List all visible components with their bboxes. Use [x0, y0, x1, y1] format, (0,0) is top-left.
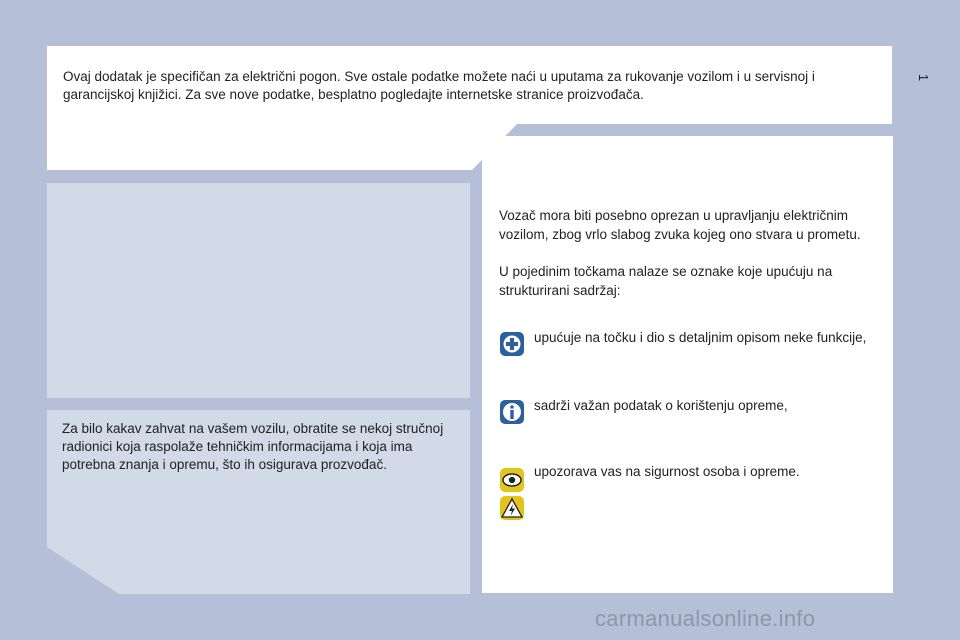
eye-icon — [500, 468, 524, 492]
warning-paragraph: Vozač mora biti posebno oprezan u upravljanju električnim vozilom, zbog vrlo slabog zvuka kojeg ono stvara u prometu. — [499, 208, 861, 242]
markers-paragraph: U pojedinim točkama nalaze se oznake koje upućuju na strukturirani sadržaj: — [499, 264, 833, 298]
empty-left-box — [47, 183, 470, 398]
legend-eye-text: upozorava vas na sigurnost osoba i opreme. — [534, 464, 800, 479]
watermark: carmanualsonline.info — [595, 606, 816, 631]
legend-plus-text: upućuje na točku i dio s detaljnim opisom neke funkcije, — [534, 330, 867, 345]
info-icon — [500, 400, 524, 424]
page-number: 1 — [916, 73, 932, 82]
intro-text: Ovaj dodatak je specifičan za električni pogon. Sve ostale podatke možete naći u uputama za rukovanje vozilom i u servisnoj i garancijskoj knjižici. Za sve nove podatke, besplatno pogledajte internetske stranice proizvođača. — [63, 69, 815, 102]
plus-icon — [500, 332, 524, 356]
electric-hazard-icon — [500, 496, 524, 520]
legend-info-text: sadrži važan podatak o korištenju opreme, — [534, 398, 788, 413]
service-note-text: Za bilo kakav zahvat na vašem vozilu, obratite se nekoj stručnoj radionici koja raspolaže tehničkim informacijama i koja ima potrebna znanja i opremu, što ih osigurava prozvođač. — [62, 421, 444, 472]
right-panel — [482, 136, 893, 593]
